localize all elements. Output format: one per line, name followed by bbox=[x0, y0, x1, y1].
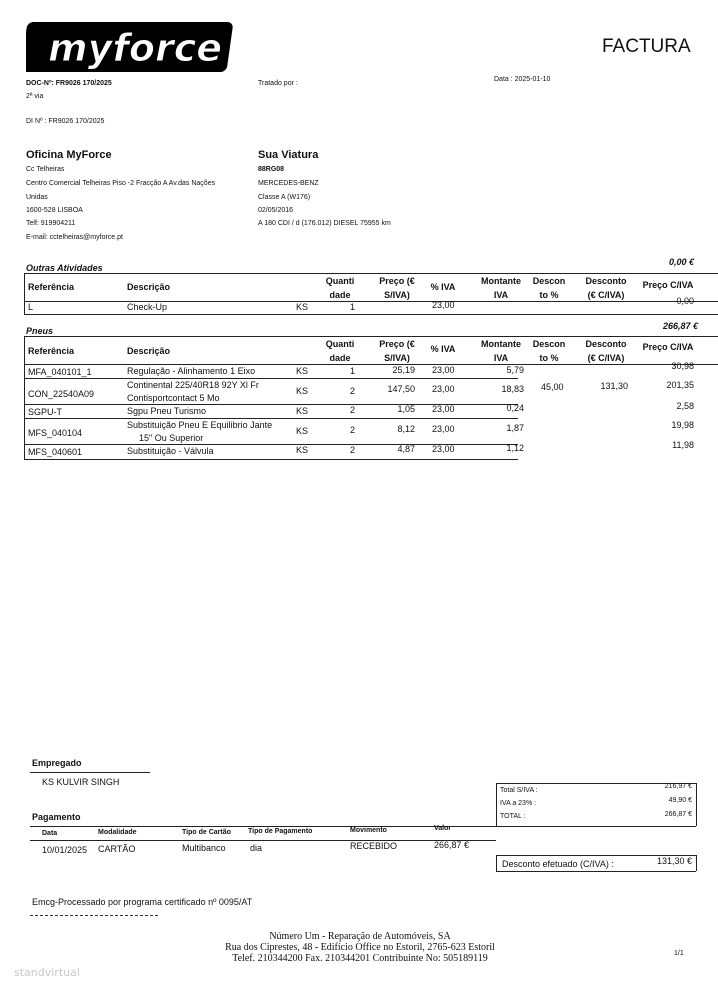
di-number: DI Nº : FR9026 170/2025 bbox=[26, 118, 105, 125]
watermark-logo: standvirtual bbox=[14, 966, 80, 979]
col-desconto-val: Desconto (€ C/IVA) bbox=[585, 339, 627, 363]
col-desconto-pct: Descon to % bbox=[532, 339, 566, 363]
payment-header: Data bbox=[42, 830, 58, 837]
payment-date: 10/01/2025 bbox=[42, 845, 88, 855]
col-qty: Quanti dade bbox=[325, 276, 355, 300]
section-total-outras: 0,00 € bbox=[668, 257, 694, 267]
vehicle-line: MERCEDES-BENZ bbox=[258, 180, 319, 187]
col-iva: % IVA bbox=[430, 344, 456, 354]
col-total: Preço C/IVA bbox=[642, 342, 694, 352]
col-desc: Descrição bbox=[127, 346, 171, 356]
vehicle-line: 02/05/2016 bbox=[258, 207, 294, 214]
shop-line: Centro Comercial Telheiras Piso -2 Fracção A Av.das Nações bbox=[26, 180, 216, 187]
total-sem-iva: 216,97 € bbox=[664, 783, 692, 790]
discount-label: Desconto efetuado (C/IVA) : bbox=[502, 859, 614, 869]
payment-tipo-pagamento: dia bbox=[250, 843, 263, 853]
iva-label: IVA a 23% : bbox=[500, 800, 537, 807]
col-iva: % IVA bbox=[430, 282, 456, 292]
col-desc: Descrição bbox=[127, 282, 171, 292]
payment-tipo-cartao: Multibanco bbox=[182, 843, 226, 853]
footer-company: Número Um - Reparação de Automóveis, SA bbox=[269, 931, 451, 942]
discount-value: 131,30 € bbox=[656, 856, 692, 866]
total-label: TOTAL : bbox=[500, 813, 526, 820]
col-total: Preço C/IVA bbox=[642, 280, 694, 290]
vehicle-plate: 88RG08 bbox=[258, 166, 285, 173]
payment-header: Movimento bbox=[350, 827, 387, 834]
employee-name: KS KULVIR SINGH bbox=[42, 777, 120, 787]
document-title: FACTURA bbox=[602, 36, 691, 57]
total-value: 266,87 € bbox=[664, 811, 692, 818]
payment-header: Modalidade bbox=[98, 829, 137, 836]
myforce-logo bbox=[26, 18, 236, 76]
payment-modalidade: CARTÃO bbox=[98, 844, 136, 854]
shop-line: 1600-528 LISBOA bbox=[26, 207, 83, 214]
footer-contacts: Telef. 210344200 Fax. 210344201 Contribuinte No: 505189119 bbox=[232, 953, 488, 964]
payment-title: Pagamento bbox=[32, 812, 81, 822]
payment-movimento: RECEBIDO bbox=[350, 841, 398, 851]
col-montante: Montante IVA bbox=[481, 276, 521, 300]
shop-line: Unidas bbox=[26, 194, 48, 201]
vehicle-line: A 180 CDI / d (176.012) DIESEL 75955 km bbox=[258, 220, 391, 227]
section-total-pneus: 266,87 € bbox=[662, 321, 698, 331]
footer-address: Rua dos Ciprestes, 48 - Edifício Office no Estoril, 2765-623 Estoril bbox=[225, 942, 495, 953]
svg-text:myforce: myforce bbox=[48, 26, 223, 70]
col-qty: Quanti dade bbox=[325, 339, 355, 363]
col-montante: Montante IVA bbox=[481, 339, 521, 363]
vehicle-title: Sua Viatura bbox=[258, 149, 319, 161]
section-title-outras: Outras Atividades bbox=[26, 263, 103, 273]
doc-number: DOC-Nº: FR9026 170/2025 bbox=[26, 80, 112, 87]
col-desconto-pct: Descon to % bbox=[532, 276, 566, 300]
certification-note: Emcg-Processado por programa certificado nº 0095/AT bbox=[32, 897, 253, 907]
shop-line: E-mail: cctelheiras@myforce.pt bbox=[26, 234, 123, 241]
payment-header: Tipo de Pagamento bbox=[248, 828, 313, 835]
col-price: Preço (€ S/IVA) bbox=[379, 339, 415, 363]
iva-value: 49,90 € bbox=[668, 797, 692, 804]
vehicle-line: Classe A (W176) bbox=[258, 194, 311, 201]
col-ref: Referência bbox=[28, 346, 75, 356]
col-ref: Referência bbox=[28, 282, 75, 292]
page-number: 1/1 bbox=[674, 950, 684, 957]
payment-valor: 266,87 € bbox=[434, 840, 470, 850]
employee-title: Empregado bbox=[32, 758, 82, 768]
tratado-por: Tratado por : bbox=[258, 80, 298, 87]
payment-header: Tipo de Cartão bbox=[182, 829, 231, 836]
col-desconto-val: Desconto (€ C/IVA) bbox=[585, 276, 627, 300]
shop-line: Telf: 919904211 bbox=[26, 220, 76, 227]
doc-date: Data : 2025-01-10 bbox=[494, 76, 551, 83]
payment-header: Valor bbox=[434, 825, 452, 832]
col-price: Preço (€ S/IVA) bbox=[379, 276, 415, 300]
via-label: 2ª via bbox=[26, 93, 44, 100]
total-sem-iva-label: Total S/IVA : bbox=[500, 787, 538, 794]
shop-name: Oficina MyForce bbox=[26, 149, 112, 161]
shop-line: Cc Telheiras bbox=[26, 166, 65, 173]
section-title-pneus: Pneus bbox=[26, 326, 54, 336]
